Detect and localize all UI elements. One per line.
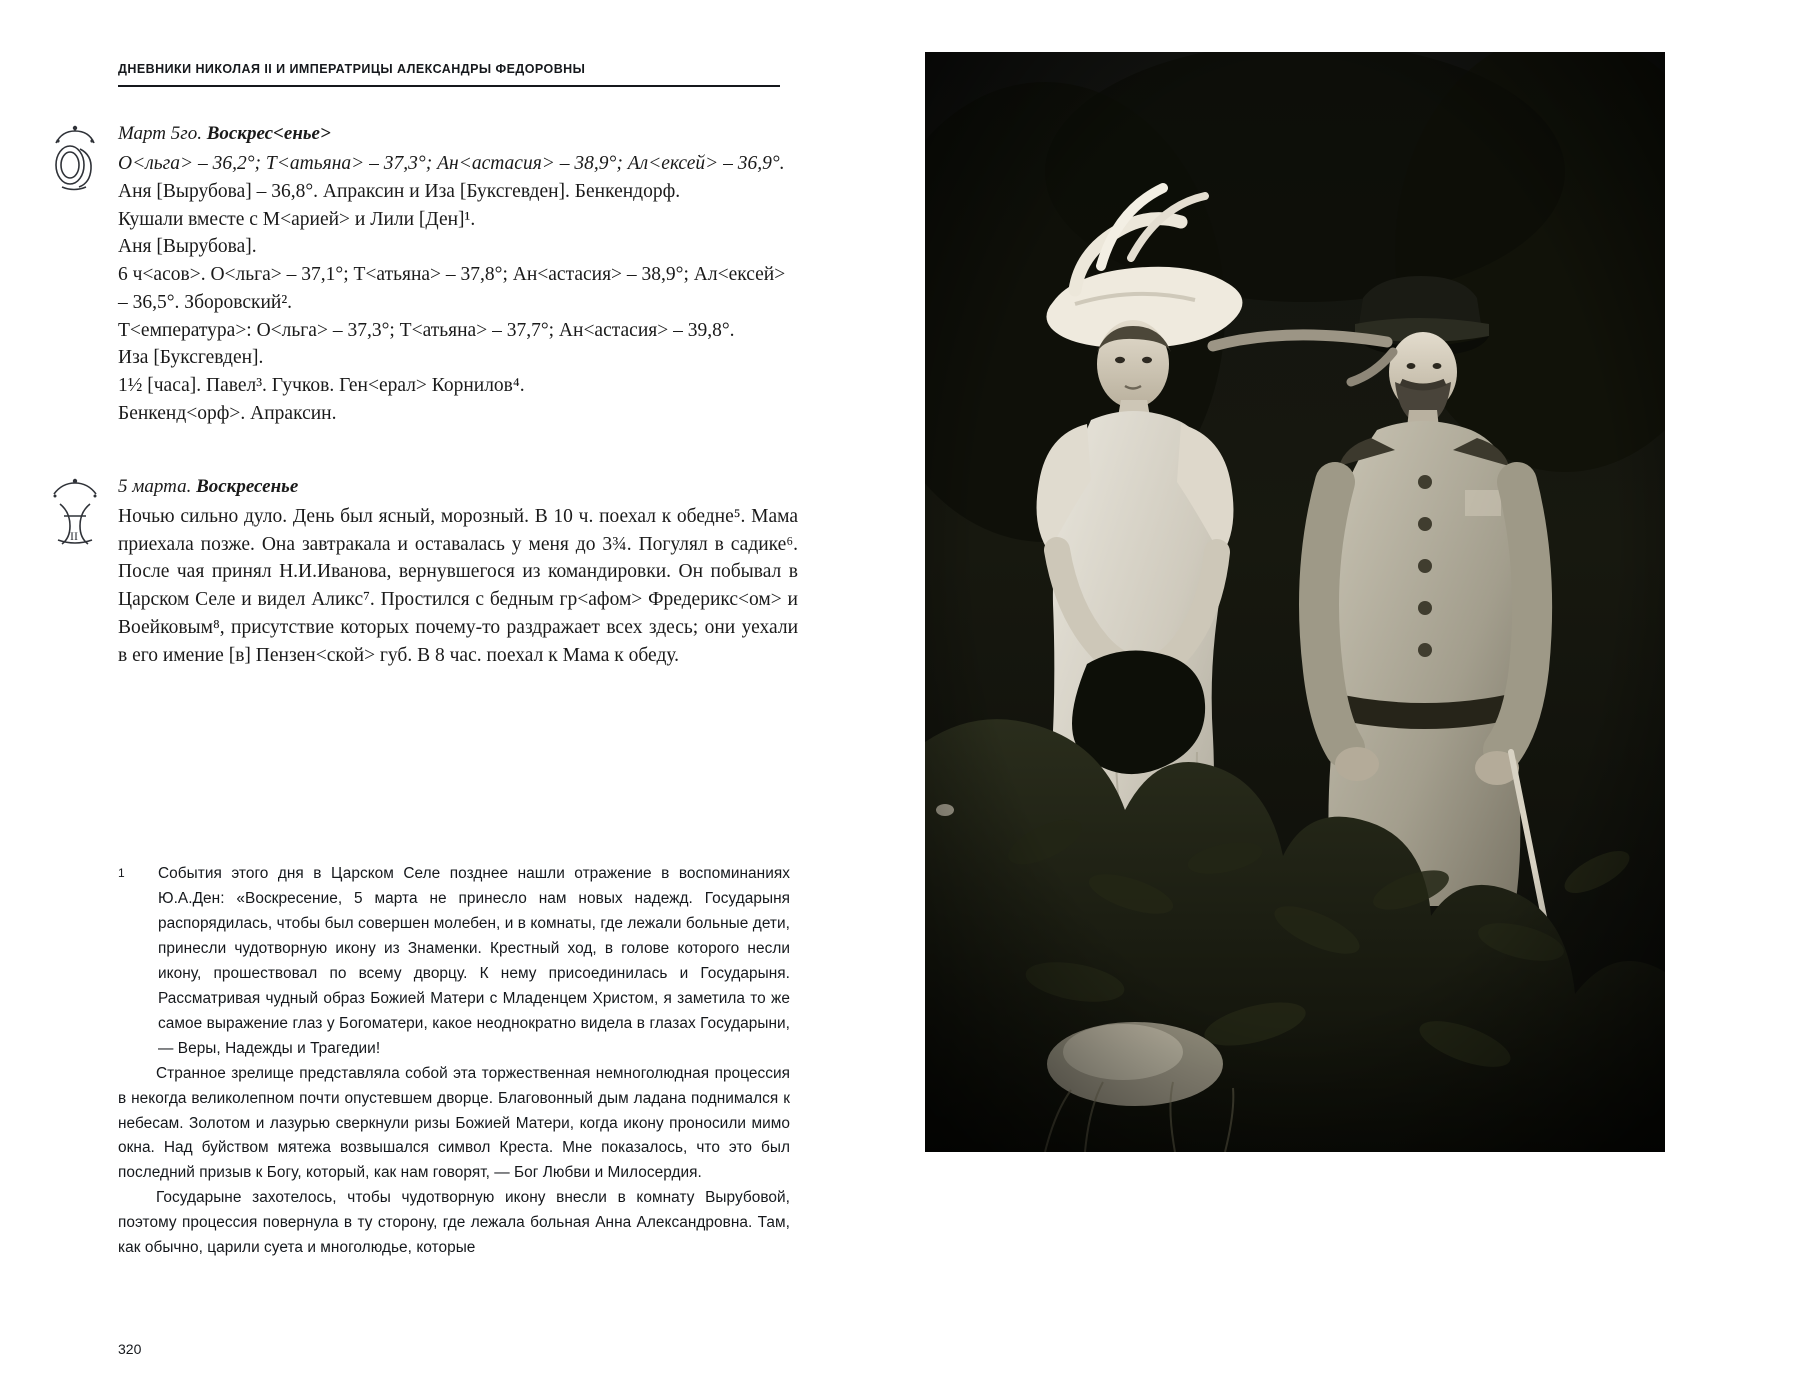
entry-heading-1	[118, 121, 798, 148]
entry-weekday: Воскресенье	[196, 475, 299, 497]
entry-line: О<льга> – 36,2°; Т<атьяна> – 37,3°; Ан<астасия> – 38,9°; Ал<ексей> – 36,9°.	[118, 152, 785, 174]
entry-weekday: Воскрес<енье>	[206, 123, 331, 144]
entry-heading-2	[118, 474, 798, 501]
entry-line: Иза [Буксгевден].	[118, 347, 264, 369]
entry-paragraph: Ночью сильно дуло. День был ясный, морозный. В 10 ч. поехал к обедне⁵. Мама приехала позже. Она завтракала и оставалась у меня до 3¾. Погулял в садике⁶. После чая принял Н.И.Иванова, вернувшегося из командировки. Он побывал в Царском Селе и видел Аликс⁷. Простился с бедным гр<афом> Фредерикс<ом> и Воейковым⁸, присутствие которых почему-то раздражает всех здесь; они уехали в его имение [в] Пензен<ской> губ. В 8 час. поехал к Мама к обеду.	[118, 505, 798, 666]
historical-photograph	[925, 52, 1665, 1152]
decorative-monogram-icon	[46, 125, 104, 195]
decorative-monogram-icon-2	[46, 478, 104, 548]
footnote-text: События этого дня в Царском Селе позднее нашли отражение в воспоминаниях Ю.А.Ден: «Воскресение, 5 марта не принесло нам новых надежд. Государыня распорядилась, чтобы был совершен молебен, и в комнаты, где лежали больные дети, принесли чудотворную икону из Знаменки. Крестный ход, в голове которого несли икону, прошествовал по всему дворцу. К нему присоединилась и Государыня. Рассматривая чудный образ Божией Матери с Младенцем Христом, я заметила то же самое выражение глаз у Богоматери, какое неоднократно видела в глазах Государыни, — Веры, Надежды и Трагедии!	[158, 865, 790, 1057]
entry-line: 1½ [часа]. Павел³. Гучков. Ген<ерал> Корнилов⁴.	[118, 375, 525, 397]
entry-line: 6 ч<асов>. О<льга> – 37,1°; Т<атьяна> – 37,8°; Ан<астасия> – 38,9°; Ал<ексей> – 36,5°. Зборовский².	[118, 264, 786, 313]
header-rule	[118, 85, 780, 87]
footnotes-block	[118, 862, 790, 1261]
photo-illustration	[925, 52, 1665, 1152]
entry-line: Аня [Вырубова].	[118, 236, 257, 258]
footnote-item	[118, 862, 790, 1062]
svg-text:II: II	[70, 528, 78, 543]
page-number: 320	[118, 1341, 142, 1357]
entry-body-1	[118, 150, 798, 428]
diary-entry-2	[70, 474, 798, 670]
running-head: ДНЕВНИКИ НИКОЛАЯ II И ИМПЕРАТРИЦЫ АЛЕКСАНДРЫ ФЕДОРОВНЫ	[118, 62, 586, 76]
footnote-paragraph: Государыне захотелось, чтобы чудотворную икону внесли в комнату Вырубовой, поэтому процессия повернула в ту сторону, где лежала больная Анна Александровна. Там, как обычно, царили суета и многолюдье, которые	[118, 1189, 790, 1257]
entry-line: Кушали вместе с М<арией> и Лили [Ден]¹.	[118, 208, 476, 230]
entry-date: Март 5го.	[118, 123, 202, 144]
entry-line: Бенкенд<орф>. Апраксин.	[118, 403, 337, 424]
footnote-number: 1	[118, 866, 125, 880]
entry-line: Т<емпература>: О<льга> – 37,3°; Т<атьяна> – 37,7°; Ан<астасия> – 39,8°.	[118, 319, 735, 341]
entry-body-2	[118, 503, 798, 670]
diary-entry-1	[118, 121, 798, 428]
footnote-paragraph: Странное зрелище представляла собой эта торжественная немноголюдная процессия в некогда великолепном почти опустевшем дворце. Благовонный дым ладана поднимался к небесам. Золотом и лазурью сверкнули ризы Божией Матери, когда икону проносили мимо окна. Над буйством мятежа возвышался символ Креста. Мне показалось, что это был последний призыв к Богу, который, как нам говорят, — Бог Любви и Милосердия.	[118, 1064, 790, 1182]
entry-date: 5 марта.	[118, 475, 192, 497]
entry-line: Аня [Вырубова] – 36,8°. Апраксин и Иза [Буксгевден]. Бенкендорф.	[118, 180, 681, 202]
